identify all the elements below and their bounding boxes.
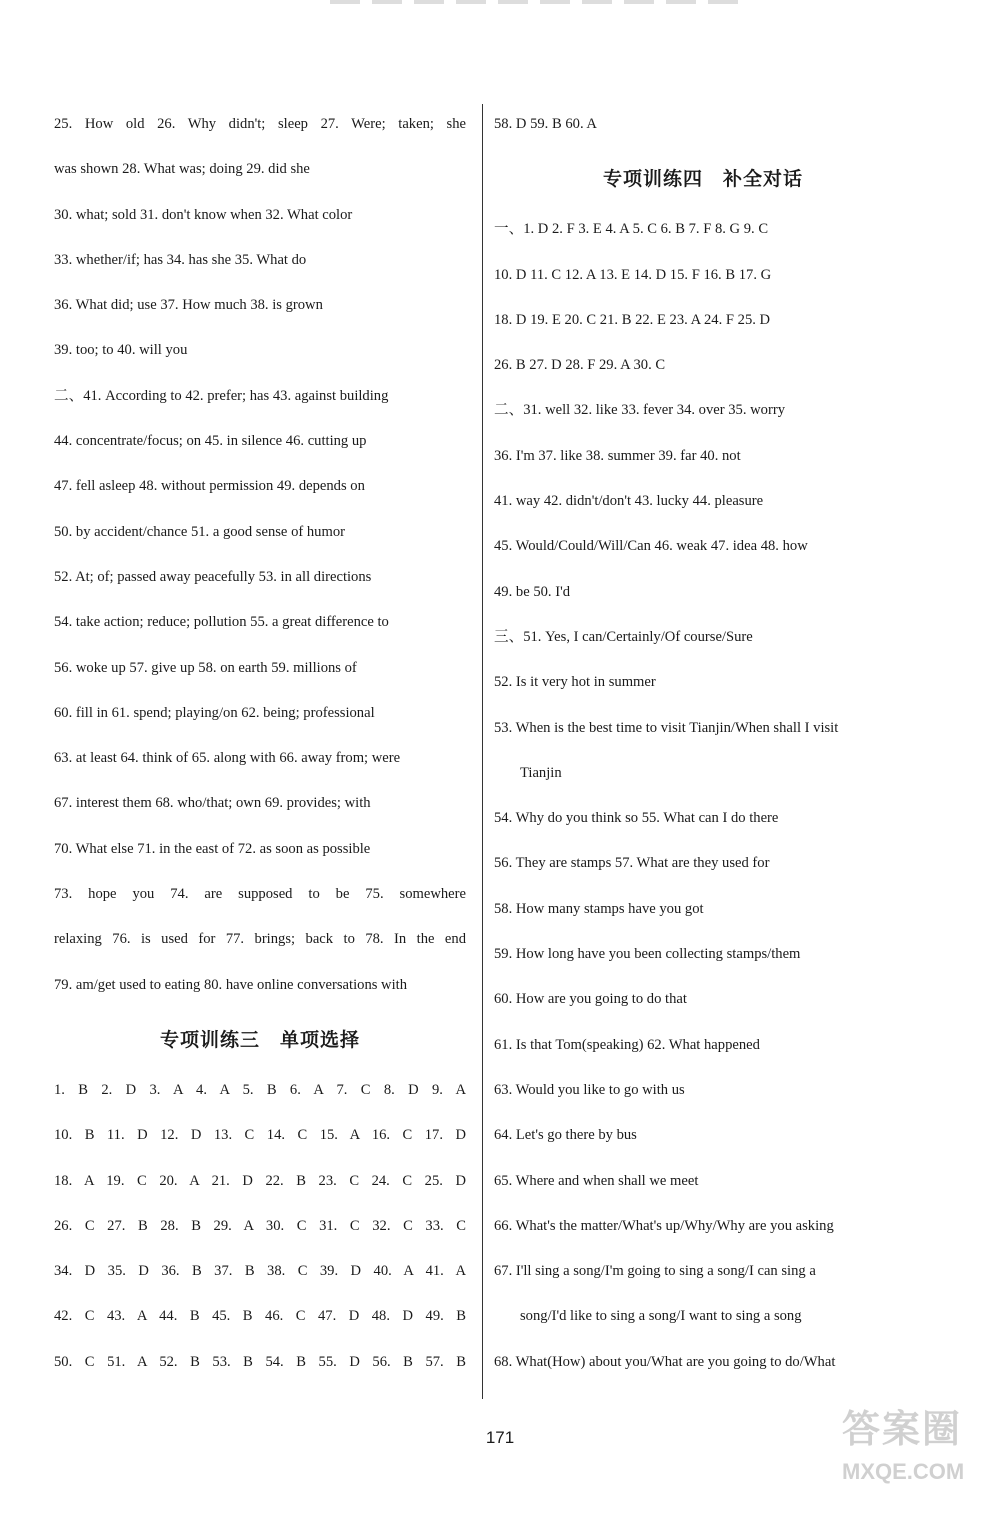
answer-line: 65. Where and when shall we meet xyxy=(494,1172,699,1189)
section4-answers xyxy=(494,209,912,1387)
answer-line: was shown 28. What was; doing 29. did she xyxy=(54,161,310,178)
answer-line: 一、1. D 2. F 3. E 4. A 5. C 6. B 7. F 8. G 9. C xyxy=(494,221,769,238)
answer-line: 59. How long have you been collecting stamps/them xyxy=(494,946,801,963)
answer-line: song/I'd like to sing a song/I want to sing a song xyxy=(520,1308,802,1325)
answer-line: 33. whether/if; has 34. has she 35. What do xyxy=(54,251,307,268)
answer-line: 二、31. well 32. like 33. fever 34. over 35. worry xyxy=(494,402,785,419)
answer-line: 39. too; to 40. will you xyxy=(54,342,188,359)
answer-line: 36. What did; use 37. How much 38. is grown xyxy=(54,297,323,314)
section3-answers xyxy=(54,1070,466,1387)
answer-line: 36. I'm 37. like 38. summer 39. far 40. not xyxy=(494,447,741,464)
right-column xyxy=(494,104,912,1387)
answer-line: 73. hope you 74. are supposed to be 75. somewhere xyxy=(54,886,466,903)
answer-line: 66. What's the matter/What's up/Why/Why are you asking xyxy=(494,1217,834,1234)
answer-line: relaxing 76. is used for 77. brings; back to 78. In the end xyxy=(54,931,466,948)
answer-line: 79. am/get used to eating 80. have online conversations with xyxy=(54,976,408,993)
answer-line: 44. concentrate/focus; on 45. in silence 46. cutting up xyxy=(54,433,367,450)
answer-line: 18. A 19. C 20. A 21. D 22. B 23. C 24. C 25. D xyxy=(54,1172,466,1189)
answer-line: 56. They are stamps 57. What are they used for xyxy=(494,855,770,872)
answer-line: 26. C 27. B 28. B 29. A 30. C 31. C 32. C 33. C xyxy=(54,1217,466,1234)
answer-line: 25. How old 26. Why didn't; sleep 27. Were; taken; she xyxy=(54,116,466,132)
answer-line: 58. How many stamps have you got xyxy=(494,900,704,917)
section3-title: 专项训练三 单项选择 xyxy=(159,1028,360,1051)
answer-line: 70. What else 71. in the east of 72. as soon as possible xyxy=(54,840,371,857)
answer-line: 56. woke up 57. give up 58. on earth 59. millions of xyxy=(54,659,357,676)
watermark-url: MXQE.COM xyxy=(842,1459,965,1484)
answer-line: 42. C 43. A 44. B 45. B 46. C 47. D 48. D 49. B xyxy=(54,1308,466,1325)
answer-line: 61. Is that Tom(speaking) 62. What happened xyxy=(494,1036,760,1053)
page-number: 171 xyxy=(485,1428,515,1447)
answer-line: 18. D 19. E 20. C 21. B 22. E 23. A 24. F 25. D xyxy=(494,311,771,328)
answer-line: 47. fell asleep 48. without permission 49. depends on xyxy=(54,478,365,495)
answer-line: 41. way 42. didn't/don't 43. lucky 44. pleasure xyxy=(494,493,764,510)
answer-line: 10. D 11. C 12. A 13. E 14. D 15. F 16. B 17. G xyxy=(494,266,772,283)
section4-title: 专项训练四 补全对话 xyxy=(602,168,803,191)
answer-line: 67. interest them 68. who/that; own 69. provides; with xyxy=(54,795,371,812)
answer-line: 54. Why do you think so 55. What can I do there xyxy=(494,810,779,827)
left-column xyxy=(54,104,466,1387)
answer-line: 64. Let's go there by bus xyxy=(494,1127,637,1144)
answer-line: 63. at least 64. think of 65. along with 66. away from; were xyxy=(54,750,401,767)
answer-line: 30. what; sold 31. don't know when 32. What color xyxy=(54,206,353,223)
answer-line: 1. B 2. D 3. A 4. A 5. B 6. A 7. C 8. D 9. A xyxy=(54,1081,466,1098)
answer-line: 60. How are you going to do that xyxy=(494,991,687,1008)
answer-line: 49. be 50. I'd xyxy=(494,583,570,600)
answer-line: 58. D 59. B 60. A xyxy=(494,116,597,132)
answer-line: 53. When is the best time to visit Tianjin/When shall I visit xyxy=(494,719,839,736)
answer-line: 63. Would you like to go with us xyxy=(494,1081,685,1098)
answer-line: 52. Is it very hot in summer xyxy=(494,674,656,691)
answer-line: Tianjin xyxy=(520,764,562,781)
answer-line: 52. At; of; passed away peacefully 53. in all directions xyxy=(54,568,372,585)
answer-line: 67. I'll sing a song/I'm going to sing a song/I can sing a xyxy=(494,1263,816,1280)
answers-block-part2 xyxy=(54,104,466,1010)
answer-line: 二、41. According to 42. prefer; has 43. against building xyxy=(54,387,389,404)
answer-line: 26. B 27. D 28. F 29. A 30. C xyxy=(494,357,666,374)
header-decoration xyxy=(330,0,750,4)
answer-line: 54. take action; reduce; pollution 55. a great difference to xyxy=(54,614,389,631)
answer-line: 60. fill in 61. spend; playing/on 62. being; professional xyxy=(54,704,375,721)
answer-line: 50. by accident/chance 51. a good sense of humor xyxy=(54,523,345,540)
answer-line: 三、51. Yes, I can/Certainly/Of course/Sure xyxy=(494,628,753,645)
answer-line: 50. C 51. A 52. B 53. B 54. B 55. D 56. B 57. B xyxy=(54,1353,466,1370)
answer-line: 45. Would/Could/Will/Can 46. weak 47. idea 48. how xyxy=(494,538,808,555)
answer-line: 68. What(How) about you/What are you going to do/What xyxy=(494,1353,836,1370)
answer-line: 10. B 11. D 12. D 13. C 14. C 15. A 16. C 17. D xyxy=(54,1127,466,1144)
watermark-text: 答案圈 xyxy=(842,1407,963,1451)
watermark-logo xyxy=(842,1398,982,1508)
column-divider xyxy=(482,104,483,1399)
answer-line: 34. D 35. D 36. B 37. B 38. C 39. D 40. A 41. A xyxy=(54,1263,466,1280)
